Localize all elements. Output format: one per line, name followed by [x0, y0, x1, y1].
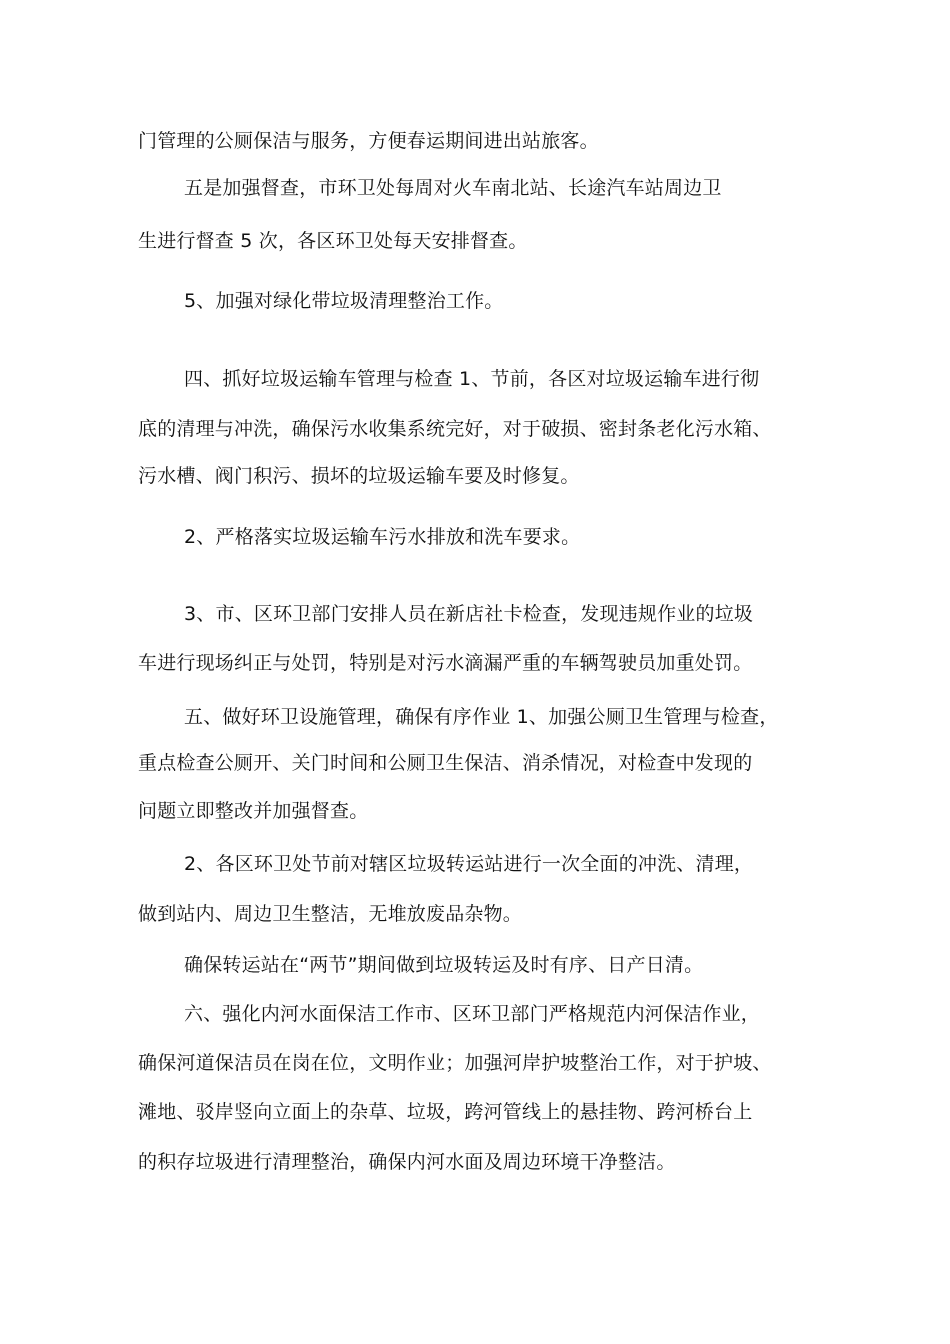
text-line: 3、市、区环卫部门安排人员在新店社卡检查，发现违规作业的垃圾 [184, 603, 754, 625]
text-line: 问题立即整改并加强督查。 [138, 800, 369, 822]
text-line: 的积存垃圾进行清理整治，确保内河水面及周边环境干净整洁。 [138, 1151, 676, 1173]
text-line: 做到站内、周边卫生整洁，无堆放废品杂物。 [138, 903, 523, 925]
text-line: 车进行现场纠正与处罚，特别是对污水滴漏严重的车辆驾驶员加重处罚。 [138, 652, 753, 674]
text-line: 五、做好环卫设施管理，确保有序作业 1、加强公厕卫生管理与检查， [184, 706, 779, 728]
text-line: 五是加强督查，市环卫处每周对火车南北站、长途汽车站周边卫 [184, 177, 722, 199]
text-line: 污水槽、阀门积污、损坏的垃圾运输车要及时修复。 [138, 465, 580, 487]
text-line: 确保河道保洁员在岗在位，文明作业；加强河岸护坡整治工作，对于护坡、 [138, 1052, 772, 1074]
text-line: 门管理的公厕保洁与服务，方便春运期间进出站旅客。 [138, 130, 599, 152]
text-line: 六、强化内河水面保洁工作市、区环卫部门严格规范内河保洁作业， [184, 1003, 761, 1025]
text-line: 5、加强对绿化带垃圾清理整治工作。 [184, 290, 504, 312]
text-line: 滩地、驳岸竖向立面上的杂草、垃圾，跨河管线上的悬挂物、跨河桥台上 [138, 1101, 753, 1123]
text-line: 四、抓好垃圾运输车管理与检查 1、节前，各区对垃圾运输车进行彻 [184, 368, 760, 390]
text-line: 重点检查公厕开、关门时间和公厕卫生保洁、消杀情况，对检查中发现的 [138, 752, 753, 774]
text-line: 2、各区环卫处节前对辖区垃圾转运站进行一次全面的冲洗、清理， [184, 853, 754, 875]
text-line: 确保转运站在“两节”期间做到垃圾转运及时有序、日产日清。 [184, 954, 704, 976]
text-line: 生进行督查 5 次，各区环卫处每天安排督查。 [138, 230, 528, 252]
text-line: 2、严格落实垃圾运输车污水排放和洗车要求。 [184, 526, 581, 548]
text-line: 底的清理与冲洗，确保污水收集系统完好，对于破损、密封条老化污水箱、 [138, 418, 772, 440]
